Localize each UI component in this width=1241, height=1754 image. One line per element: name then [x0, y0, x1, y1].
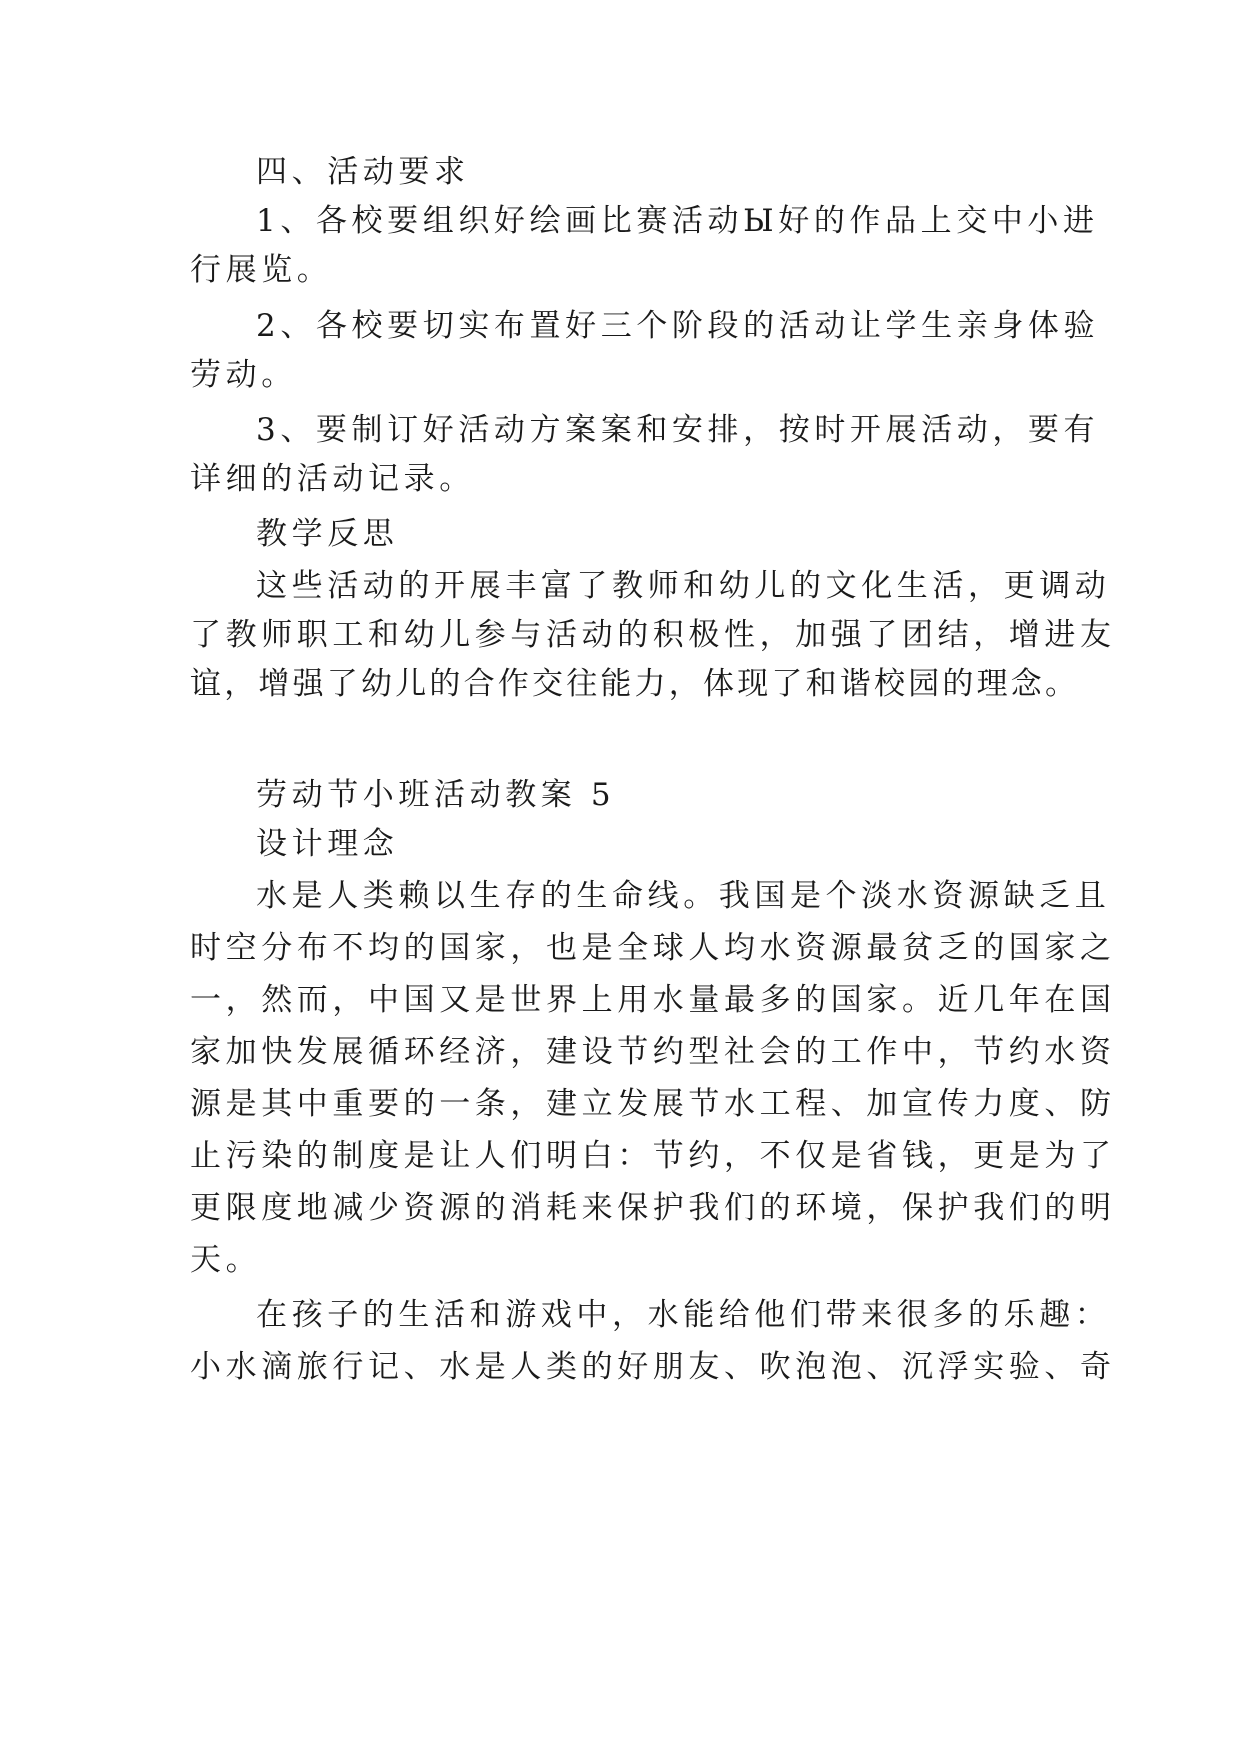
- lesson-title: 劳动节小班活动教案 5: [256, 777, 616, 813]
- paragraph-line: 行展览。: [190, 252, 333, 288]
- paragraph-line: 止污染的制度是让人们明白：节约，不仅是省钱，更是为了: [190, 1138, 1116, 1174]
- paragraph-line: 2、各校要切实布置好三个阶段的活动让学生亲身体验: [256, 308, 1100, 344]
- paragraph-line: 一，然而，中国又是世界上用水量最多的国家。近几年在国: [190, 982, 1116, 1018]
- paragraph-line: 更限度地减少资源的消耗来保护我们的环境，保护我们的明: [190, 1190, 1116, 1226]
- paragraph-line: 在孩子的生活和游戏中，水能给他们带来很多的乐趣：: [256, 1297, 1111, 1333]
- paragraph-line: 家加快发展循环经济，建设节约型社会的工作中，节约水资: [190, 1034, 1116, 1070]
- section-heading-design: 设计理念: [256, 826, 399, 862]
- paragraph-line: 劳动。: [190, 357, 297, 393]
- paragraph-line: 水是人类赖以生存的生命线。我国是个淡水资源缺乏且: [256, 878, 1111, 914]
- paragraph-line: 谊，增强了幼儿的合作交往能力，体现了和谐校园的理念。: [190, 666, 1080, 702]
- paragraph-line: 详细的活动记录。: [190, 461, 475, 497]
- section-heading-reflection: 教学反思: [256, 516, 399, 552]
- paragraph-line: 这些活动的开展丰富了教师和幼儿的文化生活，更调动: [256, 568, 1111, 604]
- section-heading-requirements: 四、活动要求: [256, 154, 470, 190]
- paragraph-line: 3、要制订好活动方案案和安排，按时开展活动，要有: [256, 412, 1100, 448]
- paragraph-line: 1、各校要组织好绘画比赛活动Ы好的作品上交中小进: [256, 203, 1099, 239]
- paragraph-line: 源是其中重要的一条，建立发展节水工程、加宣传力度、防: [190, 1086, 1116, 1122]
- paragraph-line: 了教师职工和幼儿参与活动的积极性，加强了团结，增进友: [190, 617, 1116, 653]
- paragraph-line: 时空分布不均的国家，也是全球人均水资源最贫乏的国家之: [190, 930, 1116, 966]
- paragraph-line: 小水滴旅行记、水是人类的好朋友、吹泡泡、沉浮实验、奇: [190, 1349, 1116, 1385]
- paragraph-line: 天。: [190, 1242, 262, 1278]
